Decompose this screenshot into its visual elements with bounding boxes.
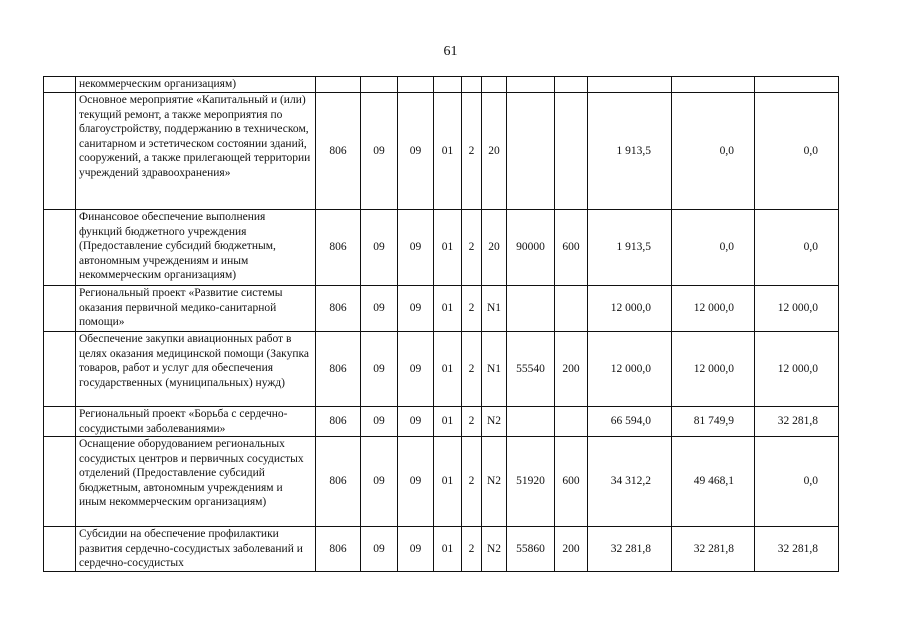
amount-year-1 bbox=[588, 77, 672, 93]
section-code: 09 bbox=[361, 527, 398, 572]
subsection-code: 09 bbox=[398, 93, 434, 210]
direction-code: 55540 bbox=[507, 332, 555, 407]
activity-code: N1 bbox=[482, 286, 507, 332]
amount-year-3: 0,0 bbox=[755, 210, 839, 286]
subprogram-code: 2 bbox=[462, 332, 482, 407]
direction-code: 90000 bbox=[507, 210, 555, 286]
subsection-code: 09 bbox=[398, 210, 434, 286]
row-number-cell bbox=[44, 407, 76, 437]
amount-year-1: 34 312,2 bbox=[588, 437, 672, 527]
amount-year-3: 32 281,8 bbox=[755, 407, 839, 437]
subsection-code bbox=[398, 77, 434, 93]
table-row bbox=[44, 407, 839, 437]
item-name: Региональный проект «Борьба с сердечно-сосудистыми заболеваниями» bbox=[76, 407, 316, 437]
amount-year-1: 12 000,0 bbox=[588, 332, 672, 407]
item-name: Субсидии на обеспечение профилактики развития сердечно-сосудистых заболеваний и сердечно-сосудистых bbox=[76, 527, 316, 572]
subprogram-code: 2 bbox=[462, 286, 482, 332]
expense-type-code bbox=[555, 407, 588, 437]
ministry-code: 806 bbox=[316, 286, 361, 332]
amount-year-1: 1 913,5 bbox=[588, 93, 672, 210]
row-number-cell bbox=[44, 77, 76, 93]
table-row bbox=[44, 286, 839, 332]
program-code: 01 bbox=[434, 286, 462, 332]
direction-code bbox=[507, 77, 555, 93]
amount-year-1: 1 913,5 bbox=[588, 210, 672, 286]
subsection-code: 09 bbox=[398, 407, 434, 437]
amount-year-3: 12 000,0 bbox=[755, 286, 839, 332]
activity-code: N1 bbox=[482, 332, 507, 407]
subsection-code: 09 bbox=[398, 527, 434, 572]
expense-type-code bbox=[555, 286, 588, 332]
activity-code bbox=[482, 77, 507, 93]
subprogram-code: 2 bbox=[462, 210, 482, 286]
amount-year-2: 0,0 bbox=[672, 210, 755, 286]
expense-type-code bbox=[555, 93, 588, 210]
section-code: 09 bbox=[361, 210, 398, 286]
expense-type-code: 200 bbox=[555, 332, 588, 407]
section-code: 09 bbox=[361, 332, 398, 407]
expense-type-code: 200 bbox=[555, 527, 588, 572]
table-row bbox=[44, 332, 839, 407]
table-row bbox=[44, 437, 839, 527]
row-number-cell bbox=[44, 286, 76, 332]
ministry-code bbox=[316, 77, 361, 93]
direction-code bbox=[507, 407, 555, 437]
amount-year-2: 12 000,0 bbox=[672, 286, 755, 332]
amount-year-2: 49 468,1 bbox=[672, 437, 755, 527]
amount-year-1: 32 281,8 bbox=[588, 527, 672, 572]
amount-year-3: 12 000,0 bbox=[755, 332, 839, 407]
amount-year-3: 32 281,8 bbox=[755, 527, 839, 572]
subsection-code: 09 bbox=[398, 286, 434, 332]
expense-type-code: 600 bbox=[555, 437, 588, 527]
table-row bbox=[44, 77, 839, 93]
section-code bbox=[361, 77, 398, 93]
item-name: Обеспечение закупки авиационных работ в целях оказания медицинской помощи (Закупка товаров, работ и услуг для обеспечения государственных (муниципальных) нужд) bbox=[76, 332, 316, 407]
row-number-cell bbox=[44, 527, 76, 572]
program-code: 01 bbox=[434, 93, 462, 210]
subprogram-code: 2 bbox=[462, 527, 482, 572]
item-name: Финансовое обеспечение выполнения функций бюджетного учреждения (Предоставление субсидий бюджетным, автономным учреждениям и иным некоммерческим организациям) bbox=[76, 210, 316, 286]
amount-year-2: 32 281,8 bbox=[672, 527, 755, 572]
direction-code: 51920 bbox=[507, 437, 555, 527]
section-code: 09 bbox=[361, 437, 398, 527]
activity-code: 20 bbox=[482, 210, 507, 286]
activity-code: N2 bbox=[482, 527, 507, 572]
activity-code: N2 bbox=[482, 437, 507, 527]
item-name: Основное мероприятие «Капитальный и (или) текущий ремонт, а также мероприятия по благоустройству, поддержанию в техническом, санитарном и эстетическом состоянии зданий, сооружений, а также прилегающей территории учреждений здравоохранения» bbox=[76, 93, 316, 210]
section-code: 09 bbox=[361, 286, 398, 332]
subprogram-code: 2 bbox=[462, 93, 482, 210]
program-code: 01 bbox=[434, 527, 462, 572]
subprogram-code bbox=[462, 77, 482, 93]
amount-year-1: 66 594,0 bbox=[588, 407, 672, 437]
row-number-cell bbox=[44, 332, 76, 407]
table-row bbox=[44, 93, 839, 210]
activity-code: N2 bbox=[482, 407, 507, 437]
direction-code: 55860 bbox=[507, 527, 555, 572]
ministry-code: 806 bbox=[316, 407, 361, 437]
subprogram-code: 2 bbox=[462, 437, 482, 527]
ministry-code: 806 bbox=[316, 437, 361, 527]
item-name: Региональный проект «Развитие системы оказания первичной медико-санитарной помощи» bbox=[76, 286, 316, 332]
amount-year-3 bbox=[755, 77, 839, 93]
page-number: 61 bbox=[443, 44, 458, 59]
expense-type-code: 600 bbox=[555, 210, 588, 286]
ministry-code: 806 bbox=[316, 210, 361, 286]
program-code: 01 bbox=[434, 407, 462, 437]
table-row bbox=[44, 210, 839, 286]
section-code: 09 bbox=[361, 407, 398, 437]
direction-code bbox=[507, 286, 555, 332]
row-number-cell bbox=[44, 210, 76, 286]
subprogram-code: 2 bbox=[462, 407, 482, 437]
program-code: 01 bbox=[434, 210, 462, 286]
ministry-code: 806 bbox=[316, 332, 361, 407]
amount-year-3: 0,0 bbox=[755, 437, 839, 527]
program-code: 01 bbox=[434, 437, 462, 527]
item-name: некоммерческим организациям) bbox=[76, 77, 316, 93]
row-number-cell bbox=[44, 93, 76, 210]
program-code bbox=[434, 77, 462, 93]
amount-year-3: 0,0 bbox=[755, 93, 839, 210]
ministry-code: 806 bbox=[316, 527, 361, 572]
amount-year-2: 81 749,9 bbox=[672, 407, 755, 437]
section-code: 09 bbox=[361, 93, 398, 210]
amount-year-1: 12 000,0 bbox=[588, 286, 672, 332]
program-code: 01 bbox=[434, 332, 462, 407]
amount-year-2 bbox=[672, 77, 755, 93]
amount-year-2: 0,0 bbox=[672, 93, 755, 210]
amount-year-2: 12 000,0 bbox=[672, 332, 755, 407]
ministry-code: 806 bbox=[316, 93, 361, 210]
expense-type-code bbox=[555, 77, 588, 93]
item-name: Оснащение оборудованием региональных сосудистых центров и первичных сосудистых отделений (Предоставление субсидий бюджетным, автономным учреждениям и иным некоммерческим организациям) bbox=[76, 437, 316, 527]
activity-code: 20 bbox=[482, 93, 507, 210]
subsection-code: 09 bbox=[398, 332, 434, 407]
subsection-code: 09 bbox=[398, 437, 434, 527]
row-number-cell bbox=[44, 437, 76, 527]
budget-table bbox=[43, 76, 839, 572]
direction-code bbox=[507, 93, 555, 210]
table-row bbox=[44, 527, 839, 572]
